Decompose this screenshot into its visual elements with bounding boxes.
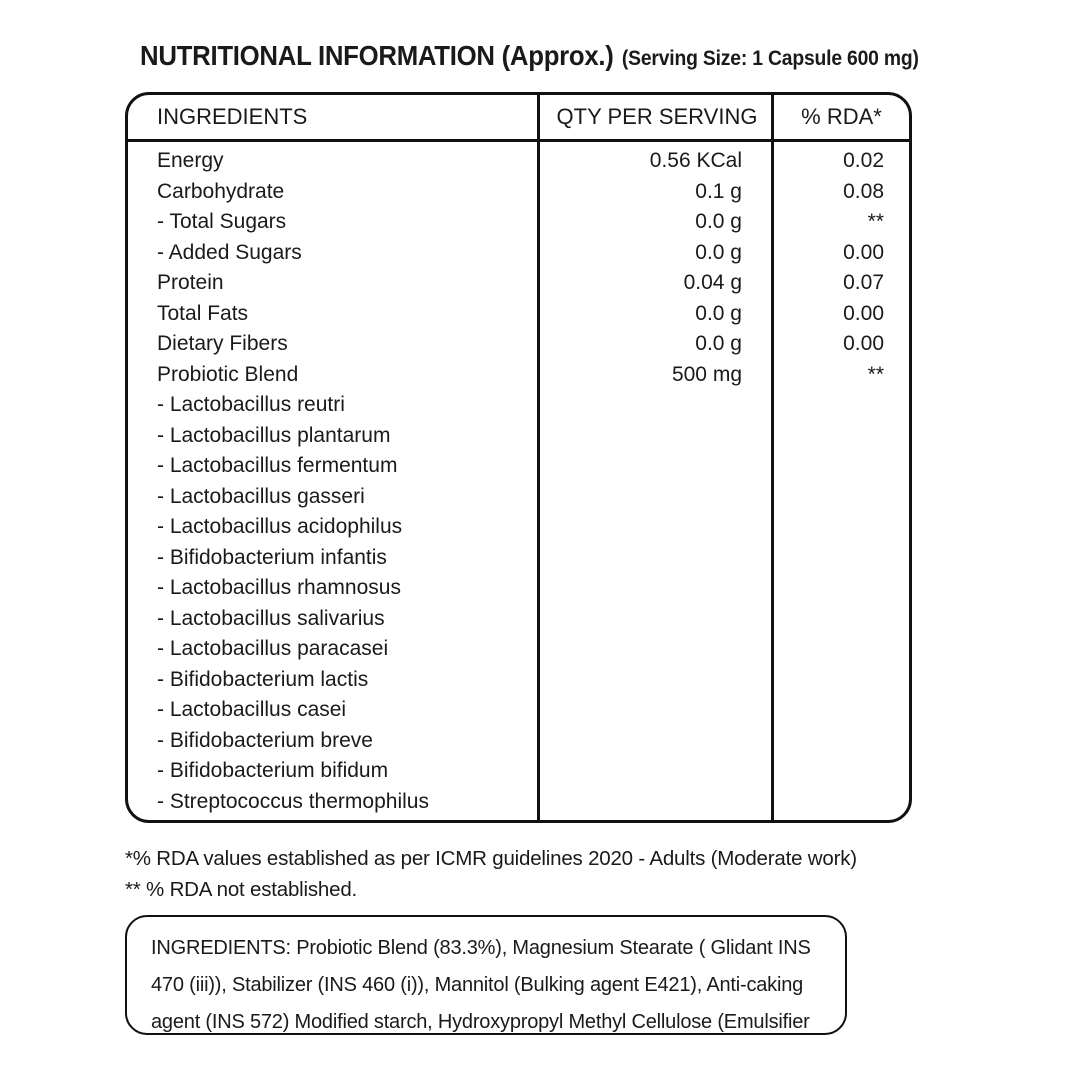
cell-percent-rda: 0.08 xyxy=(843,179,884,203)
cell-qty-per-serving: 0.0 g xyxy=(695,210,742,234)
table-body xyxy=(128,142,909,817)
table-header-row xyxy=(128,95,909,142)
table-row xyxy=(128,421,909,452)
cell-ingredient: - Bifidobacterium infantis xyxy=(157,545,387,569)
table-row xyxy=(128,268,909,299)
cell-ingredient: - Lactobacillus acidophilus xyxy=(157,515,403,539)
cell-qty-per-serving: 0.0 g xyxy=(695,332,742,356)
table-row xyxy=(128,726,909,757)
cell-percent-rda: 0.00 xyxy=(843,240,884,264)
table-row xyxy=(128,482,909,513)
cell-qty-per-serving: 0.0 g xyxy=(695,240,742,264)
cell-ingredient: - Lactobacillus fermentum xyxy=(157,454,398,478)
table-row xyxy=(128,512,909,543)
cell-ingredient: Dietary Fibers xyxy=(157,332,288,356)
cell-percent-rda: 0.02 xyxy=(843,149,884,173)
table-row xyxy=(128,787,909,818)
table-row xyxy=(128,604,909,635)
cell-qty-per-serving: 0.04 g xyxy=(683,271,742,295)
table-row xyxy=(128,146,909,177)
cell-ingredient: Protein xyxy=(157,271,224,295)
ingredients-box xyxy=(125,915,847,1035)
table-row xyxy=(128,695,909,726)
title-main: NUTRITIONAL INFORMATION (Approx.) xyxy=(140,40,614,71)
cell-qty-per-serving: 500 mg xyxy=(671,362,742,386)
cell-ingredient: - Lactobacillus salivarius xyxy=(157,606,385,630)
table-row xyxy=(128,634,909,665)
cell-ingredient: Energy xyxy=(157,149,224,173)
cell-ingredient: - Bifidobacterium bifidum xyxy=(157,759,389,783)
table-row xyxy=(128,573,909,604)
header-qty-per-serving: QTY PER SERVING xyxy=(556,104,758,129)
footnotes xyxy=(125,843,857,905)
cell-ingredient: - Added Sugars xyxy=(157,240,302,264)
cell-qty-per-serving: 0.56 KCal xyxy=(649,149,742,173)
table-row xyxy=(128,451,909,482)
cell-percent-rda: ** xyxy=(867,362,884,386)
table-row xyxy=(128,665,909,696)
cell-ingredient: - Lactobacillus gasseri xyxy=(157,484,365,508)
cell-ingredient: - Total Sugars xyxy=(157,210,287,234)
cell-ingredient: - Streptococcus thermophilus xyxy=(157,789,429,813)
table-row xyxy=(128,299,909,330)
table-row xyxy=(128,238,909,269)
cell-ingredient: - Lactobacillus paracasei xyxy=(157,637,389,661)
title-serving-size: (Serving Size: 1 Capsule 600 mg) xyxy=(621,47,919,70)
table-row xyxy=(128,360,909,391)
cell-ingredient: - Lactobacillus reutri xyxy=(157,393,345,417)
table-row xyxy=(128,756,909,787)
footnote-rda-not-established: ** % RDA not established. xyxy=(125,878,358,901)
table-row xyxy=(128,329,909,360)
nutrition-table xyxy=(125,92,912,823)
cell-qty-per-serving: 0.0 g xyxy=(695,301,742,325)
table-row xyxy=(128,543,909,574)
cell-ingredient: - Lactobacillus casei xyxy=(157,698,347,722)
header-percent-rda: % RDA* xyxy=(801,104,882,129)
footnote-rda-established: *% RDA values established as per ICMR guidelines 2020 - Adults (Moderate work) xyxy=(125,847,857,870)
cell-percent-rda: ** xyxy=(867,210,884,234)
ingredients-list-text: INGREDIENTS: Probiotic Blend (83.3%), Magnesium Stearate ( Glidant INS 470 (iii)), Stabilizer (INS 460 (i)), Mannitol (Bulking agent E421), Anti-caking agent (INS 572) Modified starch, Hydroxypropyl Methyl Cellulose (Emulsifier xyxy=(151,937,811,1033)
cell-qty-per-serving: 0.1 g xyxy=(695,179,742,203)
table-row xyxy=(128,390,909,421)
cell-percent-rda: 0.00 xyxy=(843,332,884,356)
cell-ingredient: - Lactobacillus rhamnosus xyxy=(157,576,401,600)
header-ingredients: INGREDIENTS xyxy=(157,104,308,129)
cell-ingredient: - Bifidobacterium lactis xyxy=(157,667,369,691)
cell-ingredient: - Lactobacillus plantarum xyxy=(157,423,391,447)
table-row xyxy=(128,177,909,208)
page-title xyxy=(140,40,919,72)
cell-ingredient: Probiotic Blend xyxy=(157,362,299,386)
cell-percent-rda: 0.00 xyxy=(843,301,884,325)
cell-percent-rda: 0.07 xyxy=(843,271,884,295)
cell-ingredient: - Bifidobacterium breve xyxy=(157,728,373,752)
table-row xyxy=(128,207,909,238)
cell-ingredient: Carbohydrate xyxy=(157,179,285,203)
cell-ingredient: Total Fats xyxy=(157,301,249,325)
